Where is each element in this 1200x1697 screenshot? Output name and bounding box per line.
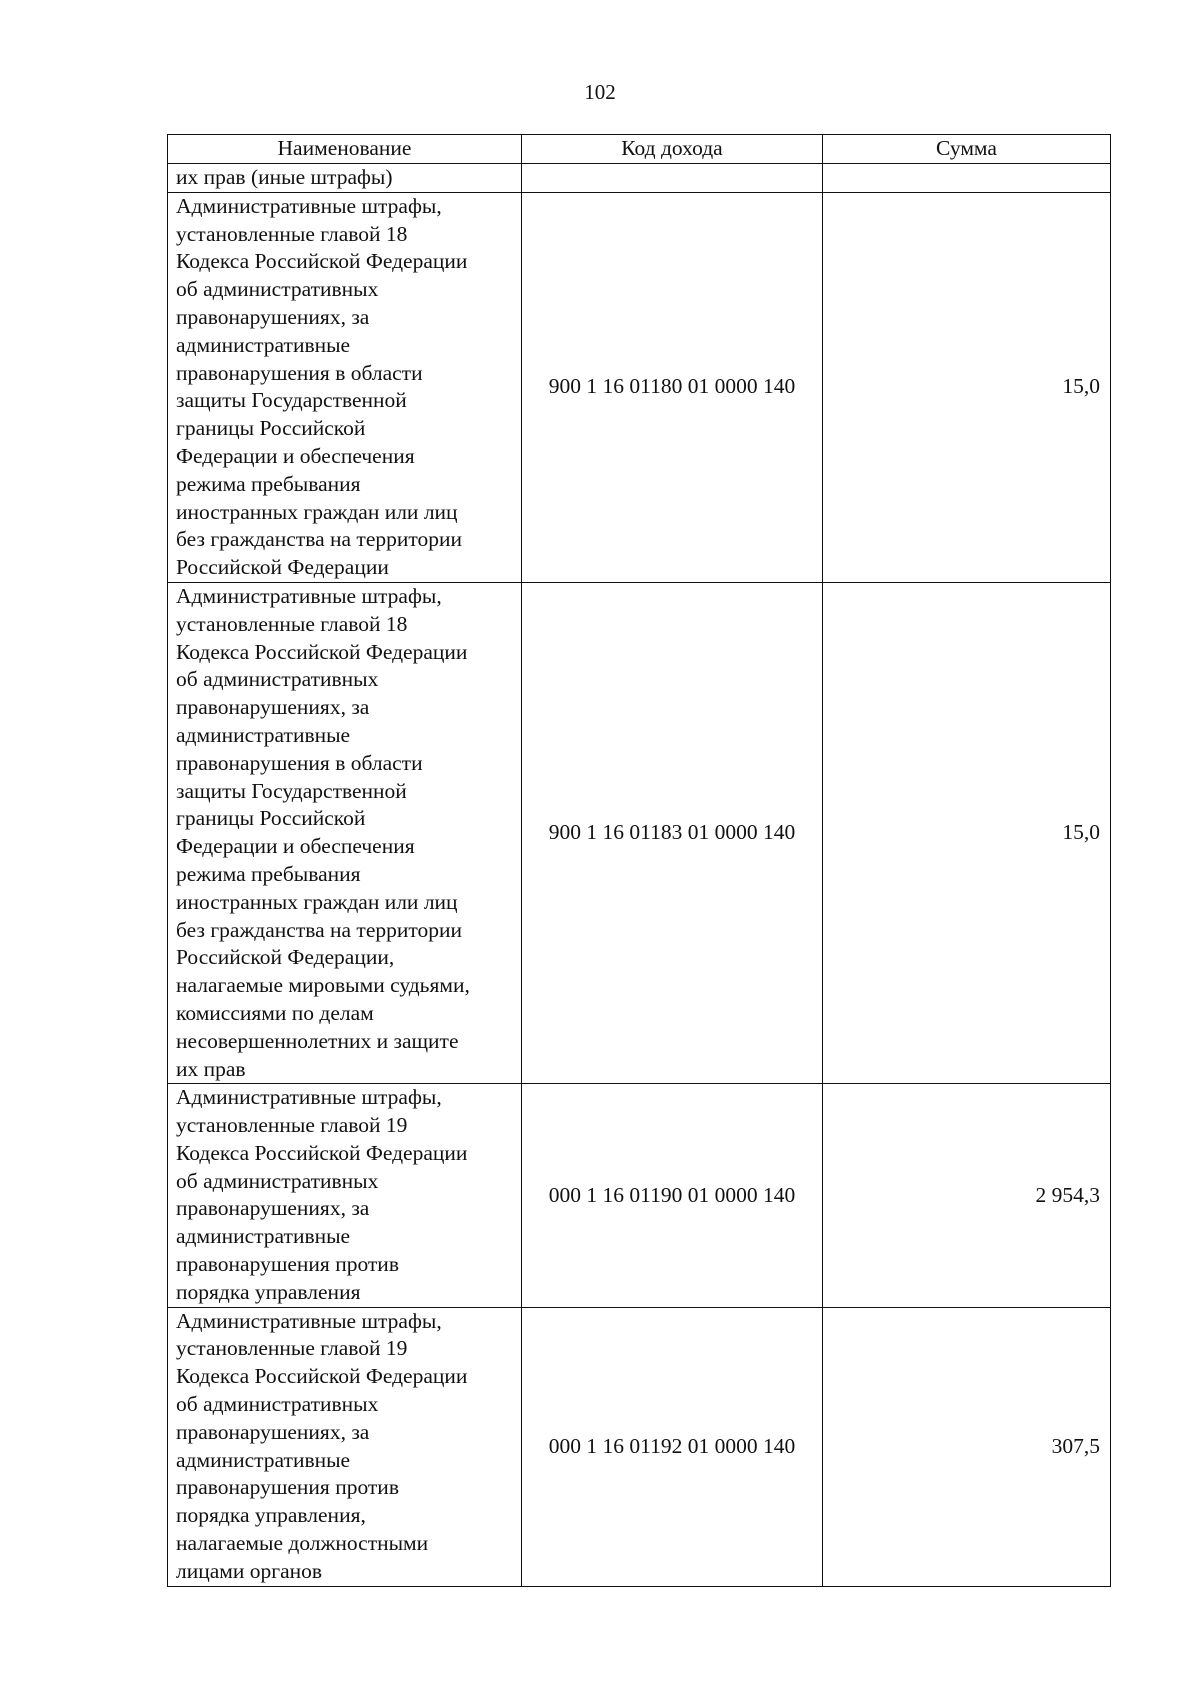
row-name: Административные штрафы, установленные главой 19 Кодекса Российской Федерации об административных правонарушениях, за административные правонарушения против порядка управления, налагаемые должностными лицами органов [168,1307,522,1586]
row-name: Административные штрафы, установленные главой 18 Кодекса Российской Федерации об административных правонарушениях, за административные правонарушения в области защиты Государственной границы Российской Федерации и обеспечения режима пребывания иностранных граждан или лиц без гражданства на территории Российской Федерации, налагаемые мировыми судьями, комиссиями по делам несовершеннолетних и защите их прав [168,582,522,1083]
table-row [168,164,1111,193]
row-name: Административные штрафы, установленные главой 18 Кодекса Российской Федерации об административных правонарушениях, за административные правонарушения в области защиты Государственной границы Российской Федерации и обеспечения режима пребывания иностранных граждан или лиц без гражданства на территории Российской Федерации [168,192,522,582]
row-code: 900 1 16 01183 01 0000 140 [522,582,823,1083]
table-header-row [168,135,1111,164]
row-code [522,164,823,193]
row-sum: 2 954,3 [823,1084,1111,1307]
table-row [168,582,1111,1083]
row-sum: 15,0 [823,192,1111,582]
row-name: их прав (иные штрафы) [168,164,522,193]
page-number: 102 [584,80,616,104]
revenue-table [167,134,1111,1587]
table-row [168,1307,1111,1586]
row-code: 000 1 16 01192 01 0000 140 [522,1307,823,1586]
row-sum: 15,0 [823,582,1111,1083]
table-row [168,1084,1111,1307]
table-row [168,192,1111,582]
header-name: Наименование [168,135,522,164]
header-sum: Сумма [823,135,1111,164]
row-sum: 307,5 [823,1307,1111,1586]
row-sum [823,164,1111,193]
row-code: 000 1 16 01190 01 0000 140 [522,1084,823,1307]
header-code: Код дохода [522,135,823,164]
row-code: 900 1 16 01180 01 0000 140 [522,192,823,582]
row-name: Административные штрафы, установленные главой 19 Кодекса Российской Федерации об административных правонарушениях, за административные правонарушения против порядка управления [168,1084,522,1307]
